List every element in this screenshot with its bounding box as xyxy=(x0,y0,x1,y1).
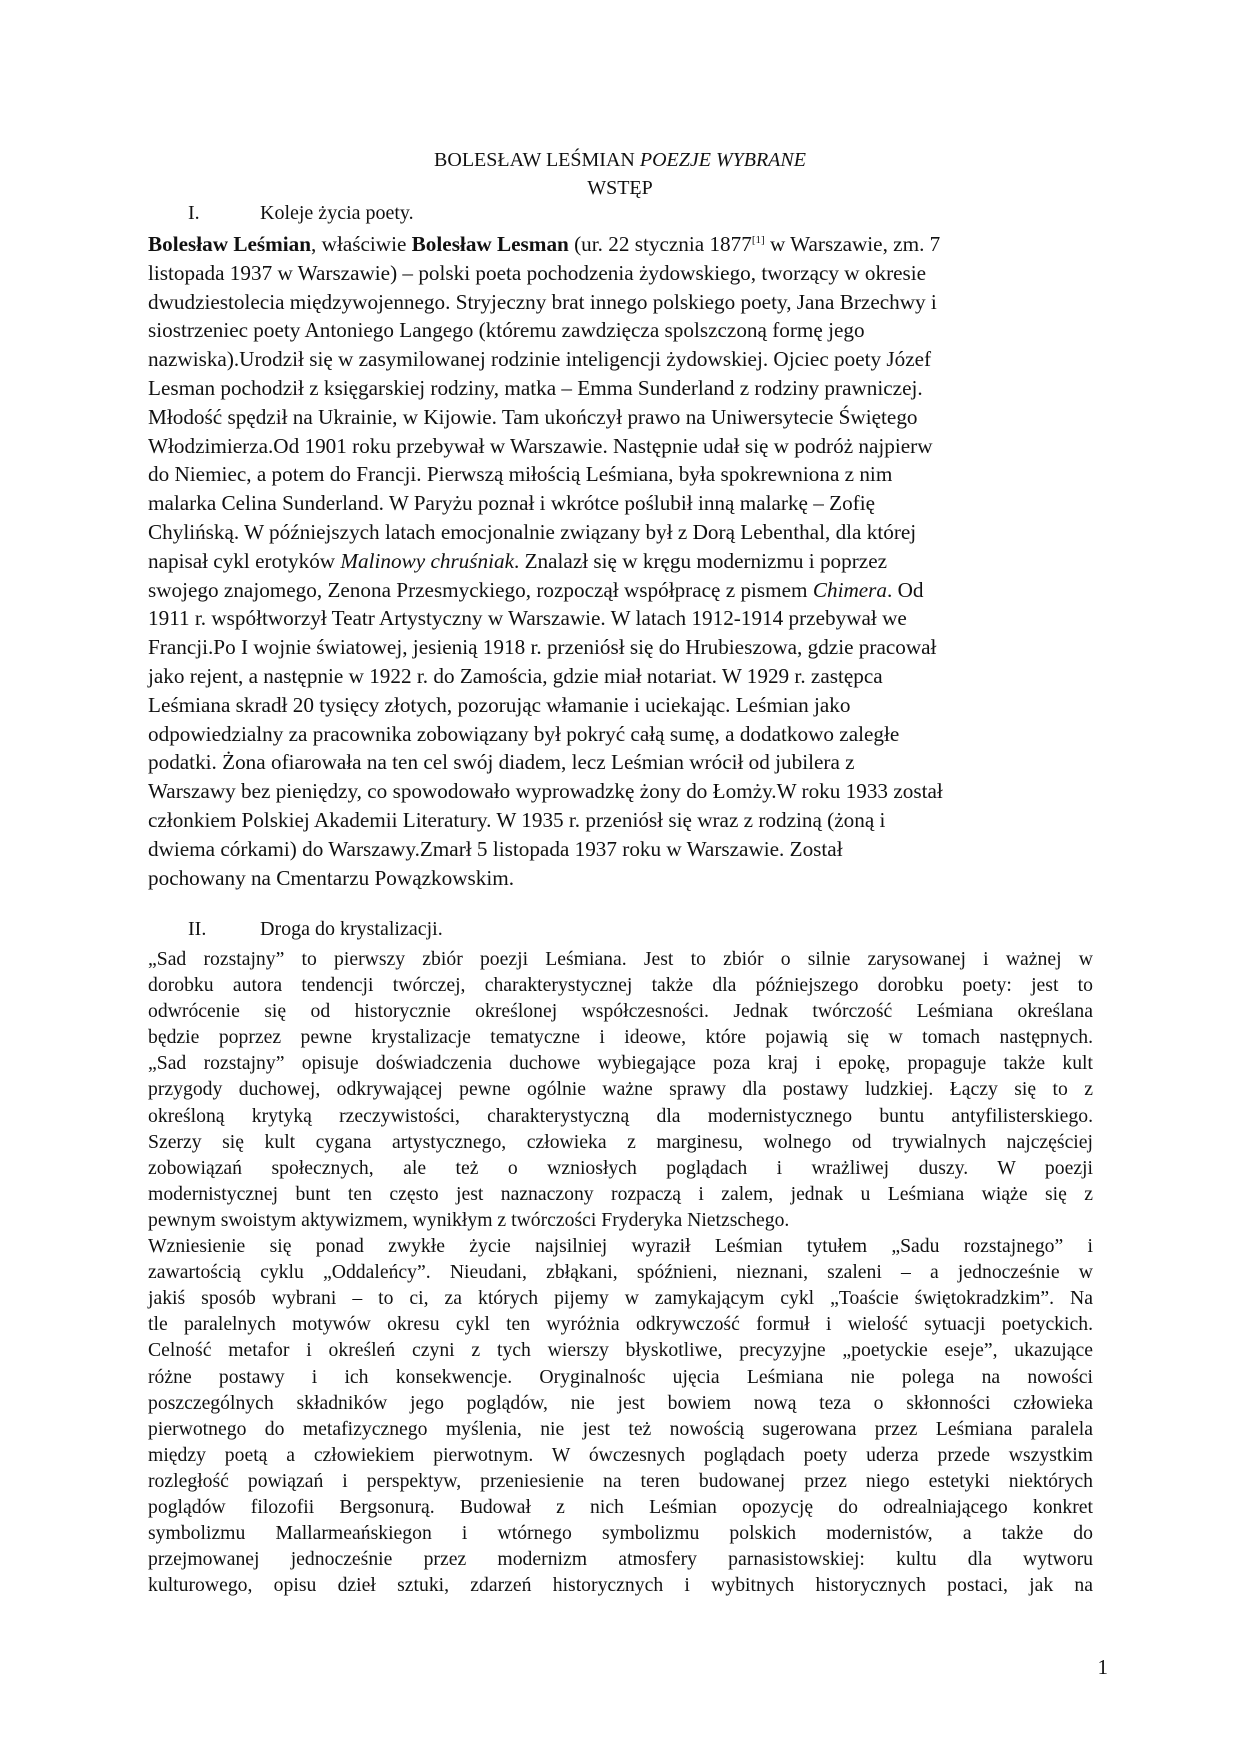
text-line xyxy=(148,633,1093,662)
text-line xyxy=(148,806,1093,835)
text-run: do Niemiec, a potem do Francji. Pierwszą miłością Leśmiana, była spokrewniona z nim xyxy=(148,462,893,487)
text-run: Leśmiana skradł 20 tysięcy złotych, pozorując włamanie i uciekając. Leśmian jako xyxy=(148,692,851,717)
text-line: określoną krytyką rzeczywistości, charakterystyczną dla modernistycznego buntu antyfilisterskiego. xyxy=(148,1104,1093,1127)
text-line xyxy=(148,835,1093,864)
text-line: dorobku autora tendencji twórczej, charakterystycznej także dla późniejszego dorobku poety: jest to xyxy=(148,974,1093,997)
text-line xyxy=(148,604,1093,633)
text-run: członkiem Polskiej Akademii Literatury. W 1935 r. przeniósł się wraz z rodziną (żoną i xyxy=(148,807,886,832)
text-line xyxy=(148,777,1093,806)
text-line: tle paralelnych motywów okresu cykl ten wyróżnia odkrywczość formuł i wielość sytuacji poetyckich. xyxy=(148,1313,1093,1336)
document-subtitle: WSTĘP xyxy=(587,177,653,199)
text-line xyxy=(148,460,1093,489)
text-line: symbolizmu Mallarmeańskiegon i wtórnego symbolizmu polskich modernistów, a także do xyxy=(148,1522,1093,1545)
text-line: Celność metafor i określeń czyni z tych wierszy błyskotliwe, precyzyjne „poetyckie eseje”, ukazujące xyxy=(148,1339,1093,1362)
section-number: II. xyxy=(188,918,207,940)
text-line: poszczególnych składników jego poglądów, nie jest bowiem nową teza o skłonności człowieka xyxy=(148,1391,1093,1414)
text-line: „Sad rozstajny” to pierwszy zbiór poezji Leśmiana. Jest to zbiór o silnie zarysowanej i ważnej w xyxy=(148,948,1093,970)
text-line xyxy=(148,864,1093,893)
section-heading-1 xyxy=(188,201,414,225)
section-number: I. xyxy=(188,202,200,224)
text-run: odpowiedzialny za pracownika zobowiązany był pokryć całą sumę, a dodatkowo zaległe xyxy=(148,721,900,746)
text-run: Lesman pochodził z księgarskiej rodziny, matka – Emma Sunderland z rodziny prawniczej. xyxy=(148,375,923,400)
text-run: Chylińską. W późniejszych latach emocjonalnie związany był z Dorą Lebenthal, dla której xyxy=(148,519,917,544)
text-line: Wzniesienie się ponad zwykłe życie najsilniej wyraził Leśmian tytułem „Sadu rozstajnego” i xyxy=(148,1235,1093,1258)
text-line xyxy=(148,547,1093,576)
footnote-ref[interactable]: [1] xyxy=(751,234,765,246)
text-line: jakiś sposób wybrani – to ci, za których pijemy w zamykającym cykl „Toaście świętokradzkim”. Na xyxy=(148,1287,1093,1310)
text-line xyxy=(148,489,1093,518)
text-line: pierwotnego do metafizycznego myślenia, nie jest też nowością sugerowana przez Leśmiana paralela xyxy=(148,1417,1093,1440)
text-run: swojego znajomego, Zenona Przesmyckiego, rozpoczął współpracę z pismem xyxy=(148,577,813,602)
text-line xyxy=(148,691,1093,720)
text-run: Bolesław Lesman xyxy=(411,232,569,256)
text-line: odwrócenie się od historycznie określonej współczesności. Jednak twórczość Leśmiana określana xyxy=(148,1000,1093,1023)
text-run: siostrzeniec poety Antoniego Langego (któremu zawdzięcza spolszczoną formę jego xyxy=(148,318,865,343)
text-line xyxy=(148,748,1093,777)
text-line xyxy=(148,518,1093,547)
page-number: 1 xyxy=(1097,1655,1108,1679)
text-run: pochowany na Cmentarzu Powązkowskim. xyxy=(148,865,514,890)
text-line: kulturowego, opisu dzieł sztuki, zdarzeń historycznych i wybitnych historycznych postaci, jak na xyxy=(148,1574,1093,1597)
essay-paragraphs xyxy=(148,946,1093,1598)
section-title: Koleje życia poety. xyxy=(260,202,414,224)
section-heading-2 xyxy=(188,917,443,941)
text-run: Włodzimierza.Od 1901 roku przebywał w Warszawie. Następnie udał się w podróż najpierw xyxy=(148,433,933,458)
text-line xyxy=(148,576,1093,605)
text-line xyxy=(148,288,1093,317)
text-line xyxy=(148,720,1093,749)
text-line: zobowiązań społecznych, ale też o wzniosłych poglądach i wrażliwej duszy. W poezji xyxy=(148,1156,1093,1179)
text-run: dwiema córkami) do Warszawy.Zmarł 5 listopada 1937 roku w Warszawie. Został xyxy=(148,836,843,861)
text-line: pewnym swoistym aktywizmem, wynikłym z twórczości Fryderyka Nietzschego. xyxy=(148,1208,790,1231)
text-line xyxy=(148,432,1093,461)
text-run: Francji.Po I wojnie światowej, jesienią 1918 r. przeniósł się do Hrubieszowa, gdzie pracował xyxy=(148,635,937,660)
text-line: będzie poprzez pewne krystalizacje tematyczne i ideowe, które pojawią się w tomach następnych. xyxy=(148,1026,1093,1049)
title-italic: POEZJE WYBRANE xyxy=(639,149,806,171)
text-run: Bolesław Leśmian xyxy=(148,232,312,256)
text-line: modernistycznej bunt ten często jest naznaczony rozpaczą i zalem, jednak u Leśmiana wiąże się z xyxy=(148,1182,1093,1205)
text-run: napisał cykl erotyków xyxy=(148,548,341,573)
biography-paragraph xyxy=(148,230,1093,892)
text-run: . Znalazł się w kręgu modernizmu i poprzez xyxy=(514,548,888,573)
text-line xyxy=(148,662,1093,691)
section-title: Droga do krystalizacji. xyxy=(260,918,443,940)
text-run: , właściwie xyxy=(311,232,412,256)
text-line: przejmowanej jednocześnie przez modernizm atmosfery parnasistowskiej: kultu dla wytworu xyxy=(148,1548,1093,1571)
text-line: różne postawy i ich konsekwencje. Oryginalnośc ujęcia Leśmiana nie polega na nowości xyxy=(148,1365,1093,1388)
text-run: 1911 r. współtworzył Teatr Artystyczny w Warszawie. W latach 1912-1914 przebywał we xyxy=(148,606,907,631)
text-run: podatki. Żona ofiarowała na ten cel swój diadem, lecz Leśmian wrócił od jubilera z xyxy=(148,750,855,775)
text-run: Warszawy bez pieniędzy, co spowodowało wyprowadzkę żony do Łomży.W roku 1933 został xyxy=(148,779,943,804)
text-line: zawartością cyklu „Oddaleńcy”. Nieudani, zbłąkani, spóźnieni, nieznani, szaleni – a jednocześnie w xyxy=(148,1261,1093,1284)
text-line: rozległość powiązań i perspektyw, przeniesienie na teren budowanej przez niego estetyki niektórych xyxy=(148,1469,1093,1492)
text-run: (ur. 22 stycznia 1877 xyxy=(568,232,752,256)
text-line xyxy=(148,403,1093,432)
text-line xyxy=(148,259,1093,288)
document-title xyxy=(0,148,1240,173)
text-line xyxy=(148,230,1093,259)
text-line: między poetą a człowiekiem pierwotnym. W ówczesnych poglądach poety uderza przede wszystkim xyxy=(148,1443,1093,1466)
text-line: Szerzy się kult cygana artystycznego, człowieka z marginesu, wolnego od trywialnych najczęściej xyxy=(148,1130,1093,1153)
text-run: malarka Celina Sunderland. W Paryżu poznał i wkrótce poślubił inną malarkę – Zofię xyxy=(148,491,876,516)
text-line: „Sad rozstajny” opisuje doświadczenia duchowe wybiegające poza kraj i epokę, propaguje także kult xyxy=(148,1052,1093,1075)
text-run: w Warszawie, zm. 7 xyxy=(764,232,941,256)
text-line: poglądów filozofii Bergsonurą. Budował z nich Leśmian opozycję do odrealniającego konkret xyxy=(148,1495,1093,1518)
text-line xyxy=(148,345,1093,374)
text-run: dwudziestolecia międzywojennego. Stryjeczny brat innego polskiego poety, Jana Brzechwy i xyxy=(148,289,937,314)
text-run: nazwiska).Urodził się w zasymilowanej rodzinie inteligencji żydowskiej. Ojciec poety Józef xyxy=(148,347,932,372)
text-run: Malinowy chruśniak xyxy=(340,548,515,573)
title-plain: BOLESŁAW LEŚMIAN xyxy=(434,149,640,171)
text-line xyxy=(148,374,1093,403)
text-line xyxy=(148,316,1093,345)
text-line: przygody duchowej, odkrywającej pewne ogólnie ważne sprawy dla postawy ludzkiej. Łączy się to z xyxy=(148,1078,1093,1101)
text-run: Młodość spędził na Ukrainie, w Kijowie. Tam ukończył prawo na Uniwersytecie Świętego xyxy=(148,404,918,429)
text-run: listopada 1937 w Warszawie) – polski poeta pochodzenia żydowskiego, tworzący w okresie xyxy=(148,260,927,285)
text-run: . Od xyxy=(887,577,924,602)
text-run: Chimera xyxy=(812,577,887,602)
text-run: jako rejent, a następnie w 1922 r. do Zamościa, gdzie miał notariat. W 1929 r. zastępca xyxy=(148,663,883,688)
